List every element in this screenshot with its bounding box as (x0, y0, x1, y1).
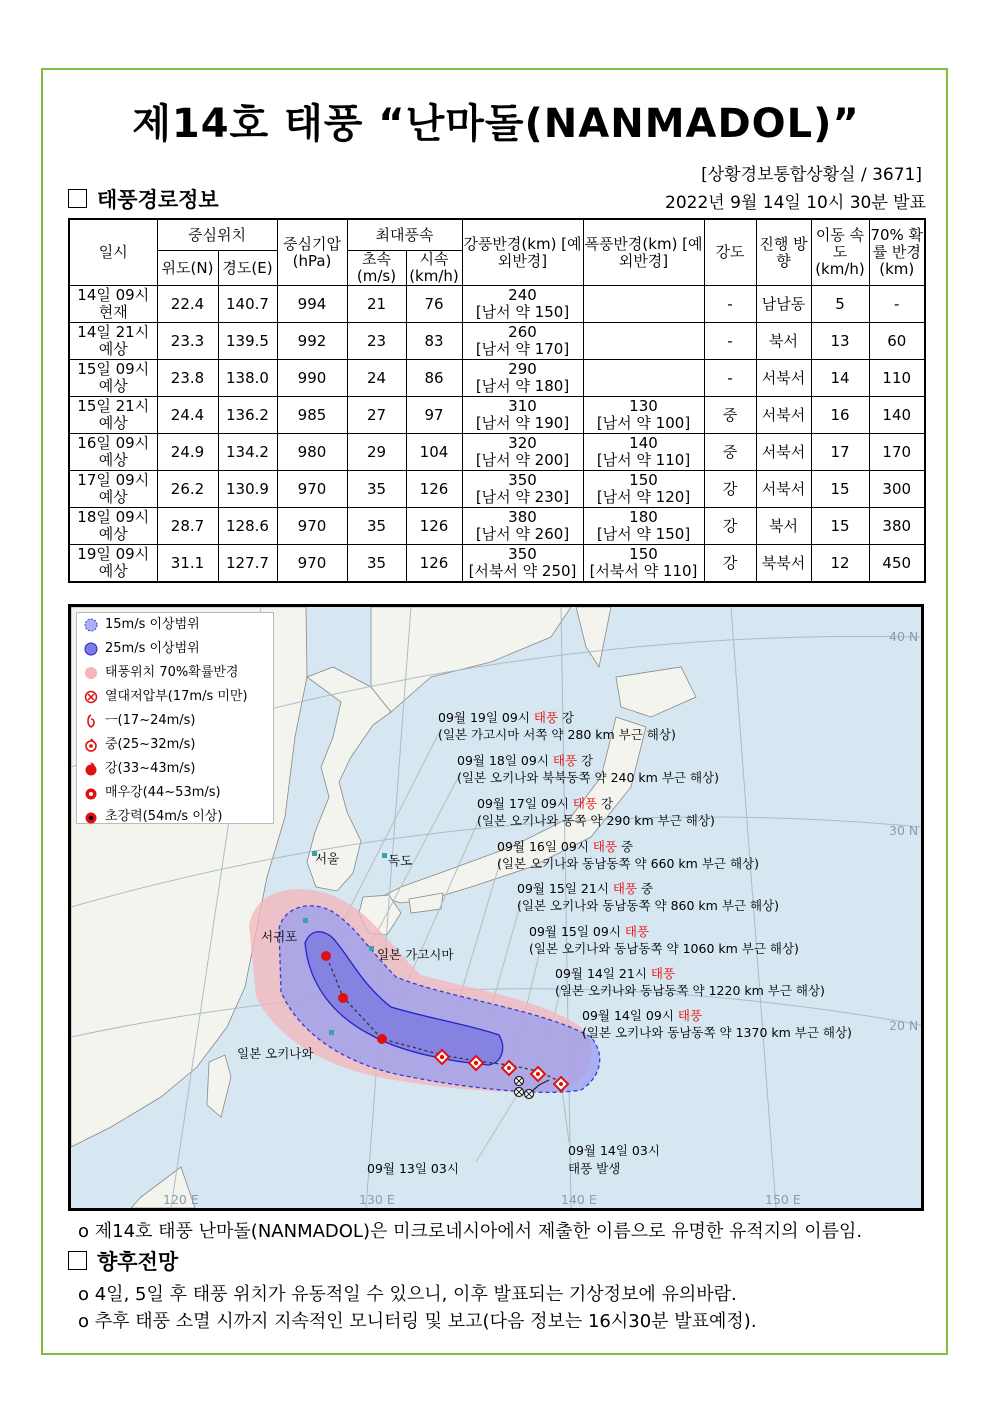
legend-class-very-strong: 매우강(44~53m/s) (77, 781, 273, 805)
cell-speed: 13 (811, 323, 869, 360)
cell-kmh: 83 (406, 323, 462, 360)
header-maxwind: 최대풍속 (347, 219, 462, 251)
track-table (68, 218, 926, 583)
section-title: 향후전망 (97, 1250, 179, 1274)
section-track-info (68, 184, 219, 214)
checkbox-square-icon (68, 189, 87, 208)
forecast-label-15d09h: 09월 15일 09시 태풍 (일본 오키나와 동남동쪽 약 1060 km 부근 해상) (529, 924, 799, 956)
cell-speed: 5 (811, 286, 869, 323)
cell-ms: 27 (347, 397, 406, 434)
cell-time: 18일 09시 예상 (69, 508, 157, 545)
table-row (69, 545, 925, 583)
cell-lat: 28.7 (157, 508, 218, 545)
table-row (69, 360, 925, 397)
cell-speed: 15 (811, 471, 869, 508)
page-title: 제14호 태풍 “난마돌(NANMADOL)” (132, 101, 860, 147)
section-outlook (68, 1246, 178, 1276)
taiwan-land (207, 1055, 231, 1117)
cell-kmh: 97 (406, 397, 462, 434)
cell-pressure: 985 (277, 397, 347, 434)
axis-lon-150: 150 E (765, 1192, 801, 1207)
place-okinawa: 일본 오키나와 (237, 1046, 314, 1061)
place-dokdo: 독도 (388, 853, 413, 868)
cell-direction: 서북서 (756, 360, 811, 397)
header-lon: 경도(E) (218, 251, 277, 286)
cell-prob-radius: 380 (869, 508, 925, 545)
table-row (69, 508, 925, 545)
axis-lon-130: 130 E (359, 1192, 395, 1207)
cell-lat: 24.4 (157, 397, 218, 434)
note-uncertainty: o 4일, 5일 후 태풍 위치가 유동적일 수 있으니, 이후 발표되는 기상정보에 유의바람. (78, 1284, 737, 1305)
header-time: 일시 (69, 219, 157, 286)
cell-strong-radius: 380 [남서 약 260] (462, 508, 583, 545)
header-ms: 초속 (m/s) (347, 251, 406, 286)
header-intensity: 강도 (704, 219, 756, 286)
cell-ms: 23 (347, 323, 406, 360)
genesis-label-14d03h: 09월 14일 03시 태풍 발생 (568, 1143, 660, 1176)
forecast-label-14d09h: 09월 14일 09시 태풍 (일본 오키나와 동남동쪽 약 1370 km 부근 해상) (582, 1008, 852, 1040)
cell-pressure: 970 (277, 508, 347, 545)
cell-prob-radius: - (869, 286, 925, 323)
header-speed: 이동 속도 (km/h) (811, 219, 869, 286)
header-prob-radius: 70% 확률 반경 (km) (869, 219, 925, 286)
section-title: 태풍경로정보 (97, 188, 219, 212)
cell-intensity: 강 (704, 508, 756, 545)
cell-pressure: 990 (277, 360, 347, 397)
depression-marker-2 (525, 1090, 534, 1099)
cell-kmh: 126 (406, 545, 462, 583)
legend-depression: 열대저압부(17m/s 미만) (77, 685, 273, 709)
cell-lat: 22.4 (157, 286, 218, 323)
cell-speed: 15 (811, 508, 869, 545)
cell-time: 14일 21시 예상 (69, 323, 157, 360)
forecast-label-18d09h: 09월 18일 09시 태풍 강 (일본 오키나와 북북동쪽 약 240 km 부근 해상) (457, 753, 719, 785)
cell-time: 19일 09시 예상 (69, 545, 157, 583)
cell-intensity: 중 (704, 397, 756, 434)
cell-direction: 서북서 (756, 471, 811, 508)
legend-class-strong: 강(33~43m/s) (77, 757, 273, 781)
cell-speed: 17 (811, 434, 869, 471)
depression-marker-3 (515, 1077, 524, 1086)
checkbox-square-icon (68, 1251, 87, 1270)
cell-storm-radius: 130 [남서 약 100] (583, 397, 704, 434)
map-legend (76, 612, 274, 824)
cell-kmh: 126 (406, 508, 462, 545)
legend-class-super: 초강력(54m/s 이상) (77, 805, 273, 829)
cell-time: 14일 09시 현재 (69, 286, 157, 323)
cell-lat: 23.8 (157, 360, 218, 397)
okinawa-marker (329, 1030, 334, 1035)
depression-marker-1 (515, 1088, 524, 1097)
header-center: 중심위치 (157, 219, 277, 251)
header-strong-radius: 강풍반경(km) [예외반경] (462, 219, 583, 286)
genesis-label-13d03h: 09월 13일 03시 (367, 1161, 459, 1176)
cell-storm-radius: 150 [남서 약 120] (583, 471, 704, 508)
cell-strong-radius: 240 [남서 약 150] (462, 286, 583, 323)
cell-time: 15일 21시 예상 (69, 397, 157, 434)
cell-ms: 35 (347, 471, 406, 508)
cell-intensity: 강 (704, 545, 756, 583)
cell-lon: 138.0 (218, 360, 277, 397)
issued-time: 2022년 9월 14일 10시 30분 발표 (665, 193, 926, 213)
russia-land (371, 607, 571, 712)
cell-prob-radius: 140 (869, 397, 925, 434)
cell-strong-radius: 310 [남서 약 190] (462, 397, 583, 434)
cell-direction: 서북서 (756, 434, 811, 471)
cell-speed: 16 (811, 397, 869, 434)
table-row (69, 286, 925, 323)
cell-lat: 24.9 (157, 434, 218, 471)
table-row (69, 397, 925, 434)
cell-strong-radius: 260 [남서 약 170] (462, 323, 583, 360)
cell-time: 15일 09시 예상 (69, 360, 157, 397)
cell-kmh: 104 (406, 434, 462, 471)
cell-lon: 128.6 (218, 508, 277, 545)
cell-prob-radius: 300 (869, 471, 925, 508)
cell-speed: 14 (811, 360, 869, 397)
cell-intensity: 중 (704, 434, 756, 471)
legend-wind25: 25m/s 이상범위 (77, 637, 273, 661)
cell-kmh: 76 (406, 286, 462, 323)
place-seoul: 서울 (315, 851, 340, 866)
kagoshima-marker (369, 946, 374, 951)
cell-lon: 136.2 (218, 397, 277, 434)
cell-prob-radius: 450 (869, 545, 925, 583)
cell-kmh: 126 (406, 471, 462, 508)
cell-direction: 북서 (756, 323, 811, 360)
header-kmh: 시속 (km/h) (406, 251, 462, 286)
cell-storm-radius (583, 286, 704, 323)
track-table-body (69, 286, 925, 583)
source-office: [상황경보통합상황실 / 3671] (701, 165, 922, 185)
cell-storm-radius (583, 323, 704, 360)
cell-storm-radius (583, 360, 704, 397)
dokdo-marker (382, 853, 387, 858)
axis-lat-30: 30 N (889, 823, 919, 838)
cell-pressure: 980 (277, 434, 347, 471)
typhoon-marker-17d09h (377, 1034, 387, 1044)
cell-ms: 29 (347, 434, 406, 471)
forecast-label-17d09h: 09월 17일 09시 태풍 강 (일본 오키나와 동쪽 약 290 km 부근 해상) (477, 796, 715, 828)
forecast-map (68, 604, 924, 1211)
cell-lon: 139.5 (218, 323, 277, 360)
cell-time: 16일 09시 예상 (69, 434, 157, 471)
cell-storm-radius: 140 [남서 약 110] (583, 434, 704, 471)
cell-ms: 24 (347, 360, 406, 397)
cell-lon: 140.7 (218, 286, 277, 323)
cell-direction: 서북서 (756, 397, 811, 434)
header-direction: 진행 방향 (756, 219, 811, 286)
cell-ms: 21 (347, 286, 406, 323)
cell-pressure: 994 (277, 286, 347, 323)
cell-strong-radius: 320 [남서 약 200] (462, 434, 583, 471)
cell-intensity: 강 (704, 471, 756, 508)
cell-intensity: - (704, 286, 756, 323)
cell-speed: 12 (811, 545, 869, 583)
header-pressure: 중심기압 (hPa) (277, 219, 347, 286)
cell-strong-radius: 350 [남서 약 230] (462, 471, 583, 508)
cell-prob-radius: 170 (869, 434, 925, 471)
legend-class-weak: ㅡ(17~24m/s) (77, 709, 273, 733)
cell-lon: 134.2 (218, 434, 277, 471)
cell-lat: 26.2 (157, 471, 218, 508)
header-storm-radius: 폭풍반경(km) [예외반경] (583, 219, 704, 286)
legend-class-medium: 중(25~32m/s) (77, 733, 273, 757)
axis-lon-120: 120 E (163, 1192, 199, 1207)
cell-ms: 35 (347, 508, 406, 545)
cell-pressure: 970 (277, 471, 347, 508)
axis-lon-140: 140 E (561, 1192, 597, 1207)
typhoon-marker-18d09h (338, 993, 348, 1003)
cell-lat: 31.1 (157, 545, 218, 583)
cell-storm-radius: 180 [남서 약 150] (583, 508, 704, 545)
cell-intensity: - (704, 323, 756, 360)
cell-kmh: 86 (406, 360, 462, 397)
typhoon-marker-19d09h (321, 951, 331, 961)
forecast-label-19d09h: 09월 19일 09시 태풍 강 (일본 가고시마 서쪽 약 280 km 부근 해상) (438, 710, 676, 742)
note-name-origin: o 제14호 태풍 난마돌(NANMADOL)은 미크로네시아에서 제출한 이름으로 유명한 유적지의 이름임. (78, 1221, 863, 1242)
axis-lat-20: 20 N (889, 1018, 919, 1033)
cell-direction: 남남동 (756, 286, 811, 323)
cell-strong-radius: 350 [서북서 약 250] (462, 545, 583, 583)
place-kagoshima: 일본 가고시마 (377, 947, 454, 962)
cell-lon: 130.9 (218, 471, 277, 508)
cell-lon: 127.7 (218, 545, 277, 583)
cell-intensity: - (704, 360, 756, 397)
legend-wind15: 15m/s 이상범위 (77, 613, 273, 637)
cell-ms: 35 (347, 545, 406, 583)
cell-storm-radius: 150 [서북서 약 110] (583, 545, 704, 583)
cell-prob-radius: 110 (869, 360, 925, 397)
cell-lat: 23.3 (157, 323, 218, 360)
forecast-label-15d21h: 09월 15일 21시 태풍 중 (일본 오키나와 동남동쪽 약 860 km 부근 해상) (517, 881, 779, 913)
axis-lat-40: 40 N (889, 629, 919, 644)
table-row (69, 323, 925, 360)
table-row (69, 471, 925, 508)
cell-prob-radius: 60 (869, 323, 925, 360)
cell-pressure: 992 (277, 323, 347, 360)
cell-time: 17일 09시 예상 (69, 471, 157, 508)
place-seogwipo: 서귀포 (261, 929, 298, 944)
cell-direction: 북북서 (756, 545, 811, 583)
legend-prob-radius: 태풍위치 70%확률반경 (77, 661, 273, 685)
forecast-label-14d21h: 09월 14일 21시 태풍 (일본 오키나와 동남동쪽 약 1220 km 부근 해상) (555, 966, 825, 998)
sakhalin-land (576, 607, 611, 667)
header-lat: 위도(N) (157, 251, 218, 286)
cell-direction: 북서 (756, 508, 811, 545)
table-row (69, 434, 925, 471)
forecast-label-16d09h: 09월 16일 09시 태풍 중 (일본 오키나와 동남동쪽 약 660 km 부근 해상) (497, 839, 759, 871)
cell-pressure: 970 (277, 545, 347, 583)
note-monitoring: o 추후 태풍 소멸 시까지 지속적인 모니터링 및 보고(다음 정보는 16시30분 발표예정). (78, 1311, 757, 1332)
seogwipo-marker (303, 918, 308, 923)
cell-strong-radius: 290 [남서 약 180] (462, 360, 583, 397)
